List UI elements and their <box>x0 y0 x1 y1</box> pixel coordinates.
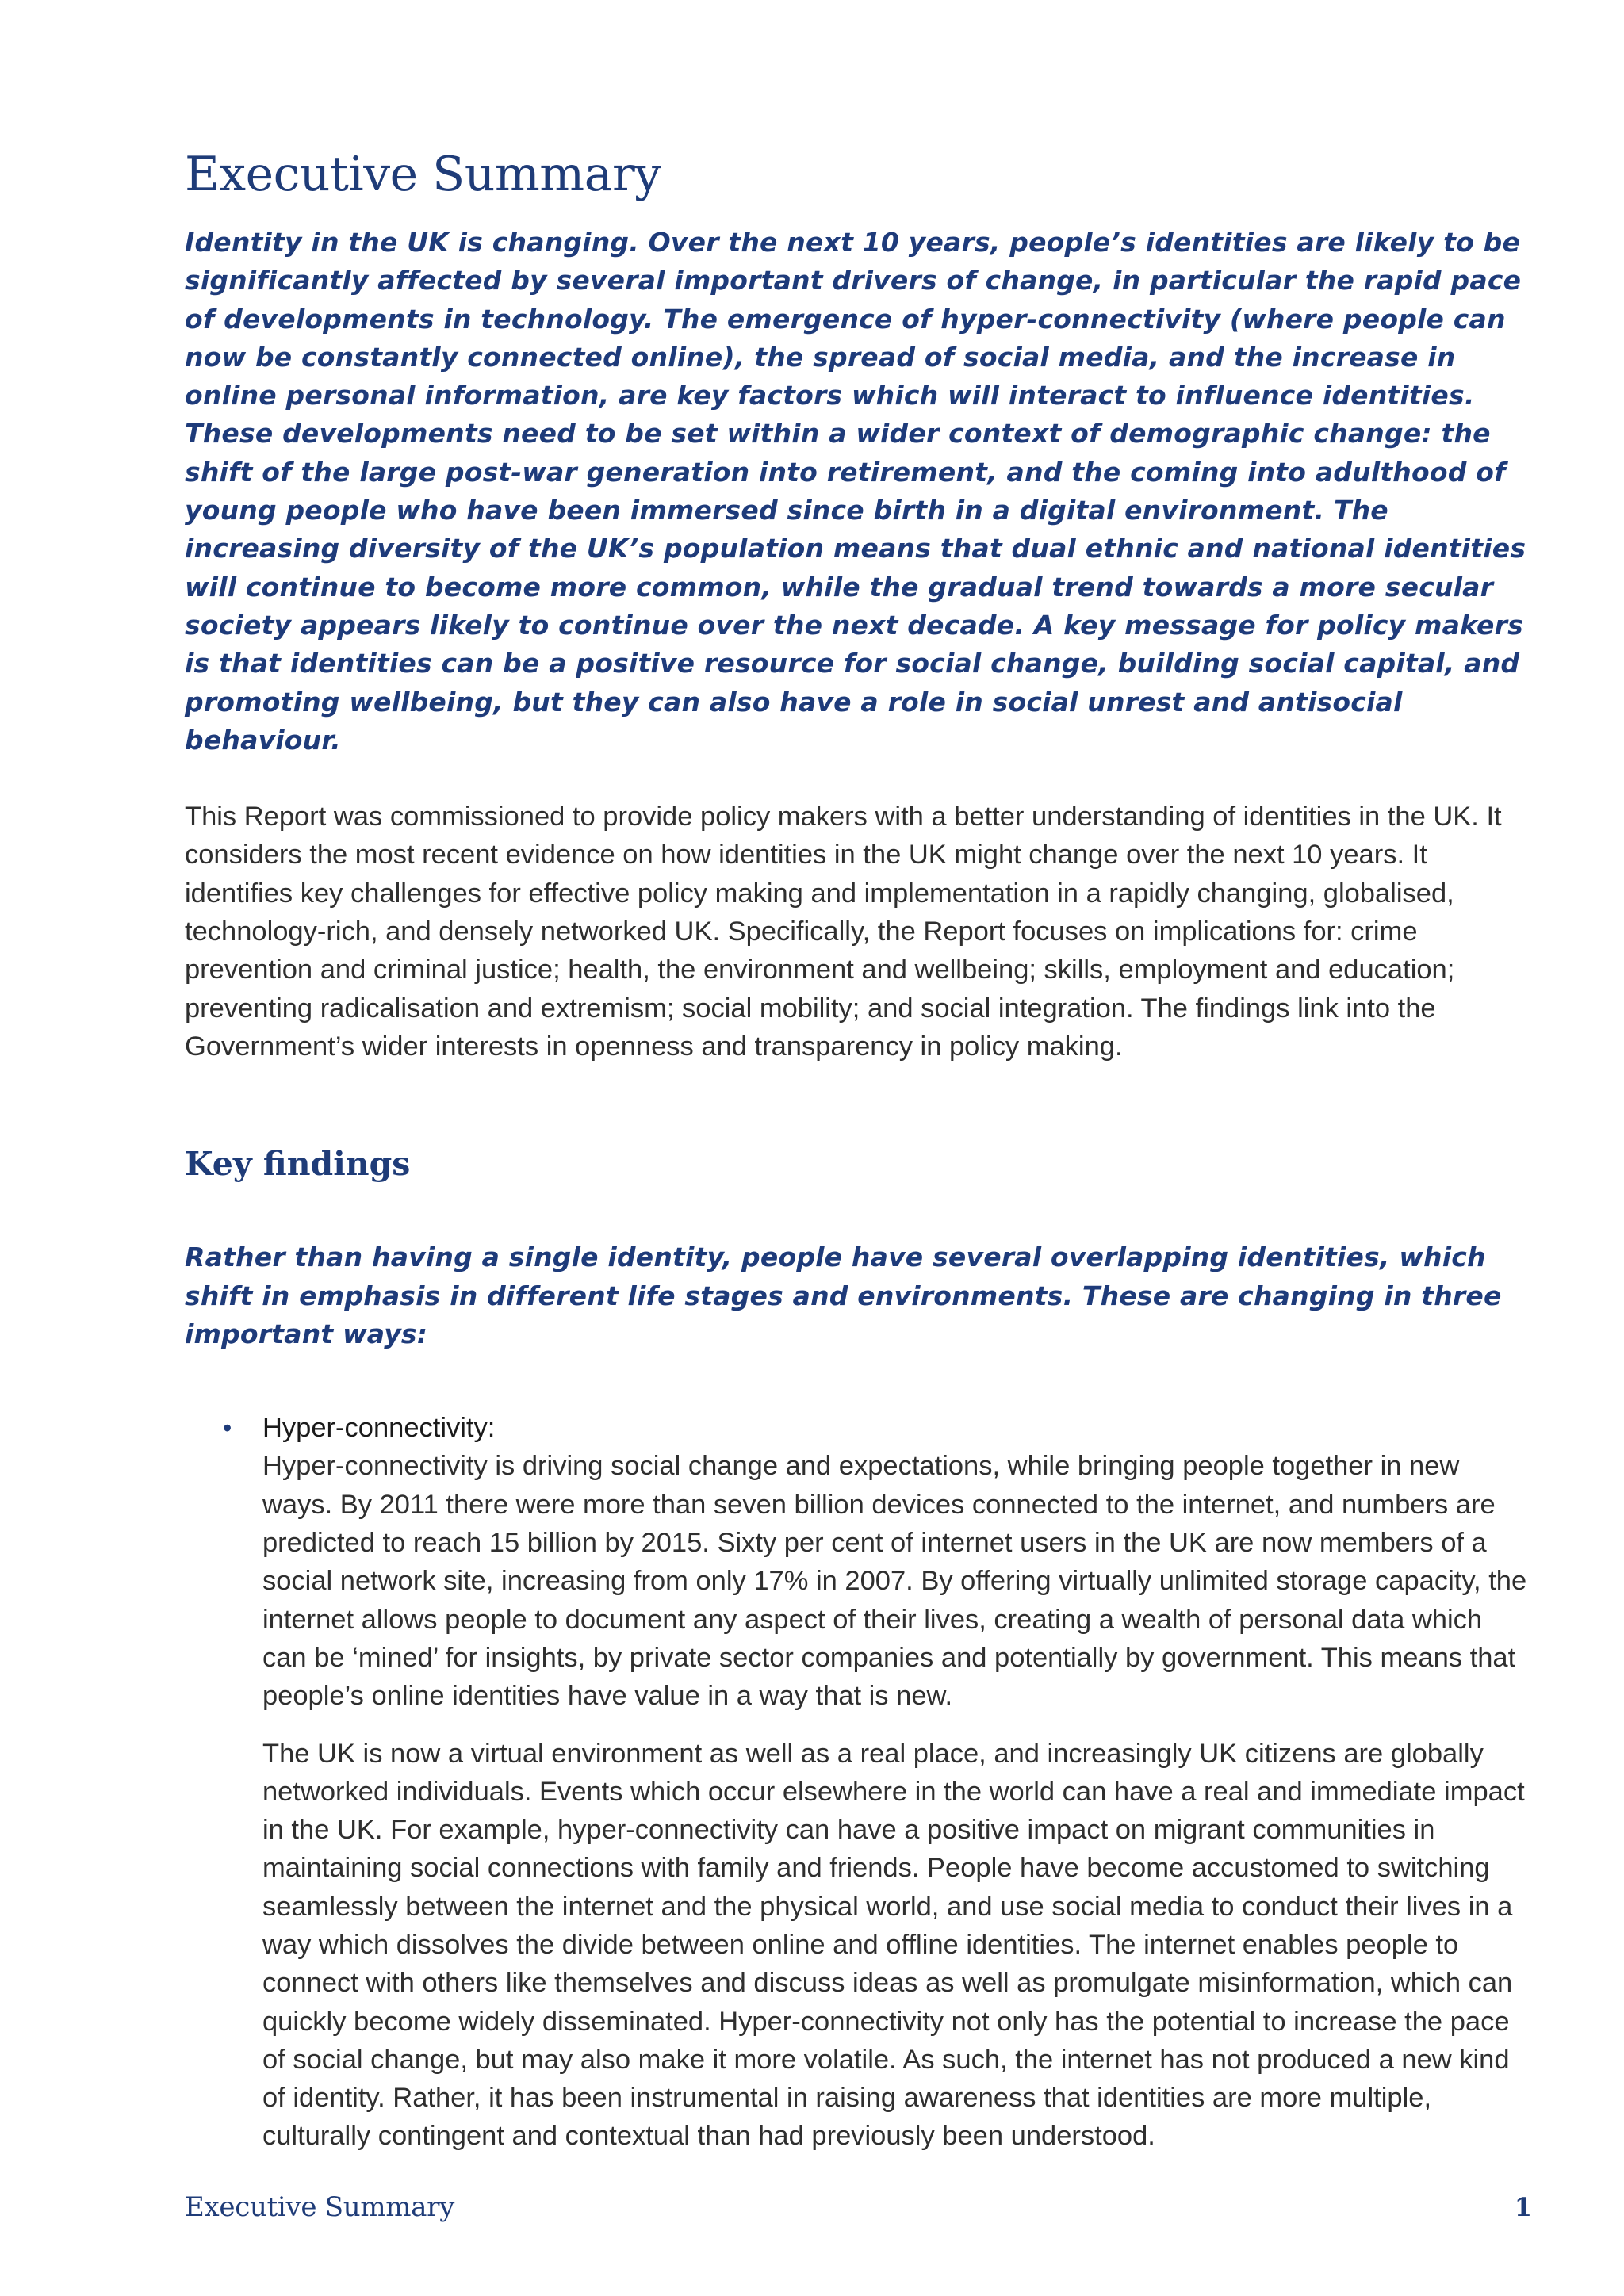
footer-section-title: Executive Summary <box>185 2191 455 2223</box>
report-intro-paragraph: This Report was commissioned to provide policy makers with a better understanding of identities in the UK. It considers the most recent evidence on how identities in the UK might change over the next 10 years. It identifies key challenges for effective policy making and implementation in a rapidly changing, globalised, technology-rich, and densely networked UK. Specifically, the Report focuses on implications for: crime prevention and criminal justice; health, the environment and wellbeing; skills, employment and education; preventing radicalisation and extremism; social mobility; and social integration. The findings link into the Government’s wider interests in openness and transparency in policy making. <box>185 802 1502 1062</box>
bullet-paragraph: The UK is now a virtual environment as well as a real place, and increasingly UK citizens are globally networked individuals. Events which occur elsewhere in the world can have a real and immediate impact in the UK. For example, hyper-connectivity can have a positive impact on migrant communities in maintaining social connections with family and friends. People have become accustomed to switching seamlessly between the internet and the physical world, and use social media to conduct their lives in a way which dissolves the divide between online and offline identities. The internet enables people to connect with others like themselves and discuss ideas as well as promulgate misinformation, which can quickly become widely disseminated. Hyper-connectivity not only has the potential to increase the pace of social change, but may also make it more volatile. As such, the internet has not produced a new kind of identity. Rather, it has been instrumental in raising awareness that identities are more multiple, culturally contingent and contextual than had previously been understood. <box>262 1738 1525 2152</box>
bullet-label: Hyper-connectivity: <box>262 1413 496 1444</box>
page-number: 1 <box>1514 2192 1532 2222</box>
page-content <box>185 143 1533 2156</box>
key-findings-heading: Key findings <box>185 1145 411 1184</box>
page-footer <box>185 2188 1532 2226</box>
bullet-paragraph: Hyper-connectivity is driving social change and expectations, while bringing people together in new ways. By 2011 there were more than seven billion devices connected to the internet, and numbers are predicted to reach 15 billion by 2015. Sixty per cent of internet users in the UK are now members of a social network site, increasing from only 17% in 2007. By offering virtually unlimited storage capacity, the internet allows people to document any aspect of their lives, creating a wealth of personal data which can be ‘mined’ for insights, by private sector companies and potentially by government. This means that people’s online identities have value in a way that is new. <box>262 1451 1527 1712</box>
key-findings-list <box>185 1409 1533 2156</box>
page-title: Executive Summary <box>185 147 661 202</box>
key-findings-lead: Rather than having a single identity, people have several overlapping identities, which shift in emphasis in different life stages and environments. These are changing in three important ways: <box>185 1242 1502 1349</box>
summary-lead-paragraph: Identity in the UK is changing. Over the next 10 years, people’s identities are likely to be significantly affected by several important drivers of change, in particular the rapid pace of developments in technology. The emergence of hyper-connectivity (where people can now be constantly connected online), the spread of social media, and the increase in online personal information, are key factors which will interact to influence identities. These developments need to be set within a wider context of demographic change: the shift of the large post-war generation into retirement, and the coming into adulthood of young people who have been immersed since birth in a digital environment. The increasing diversity of the UK’s population means that dual ethnic and national identities will continue to become more common, while the gradual trend towards a more secular society appears likely to continue over the next decade. A key message for policy makers is that identities can be a positive resource for social change, building social capital, and promoting wellbeing, but they can also have a role in social unrest and antisocial behaviour. <box>185 227 1526 756</box>
bullet-icon: • <box>223 1414 232 1443</box>
list-item-hyper-connectivity <box>185 1409 1533 2156</box>
